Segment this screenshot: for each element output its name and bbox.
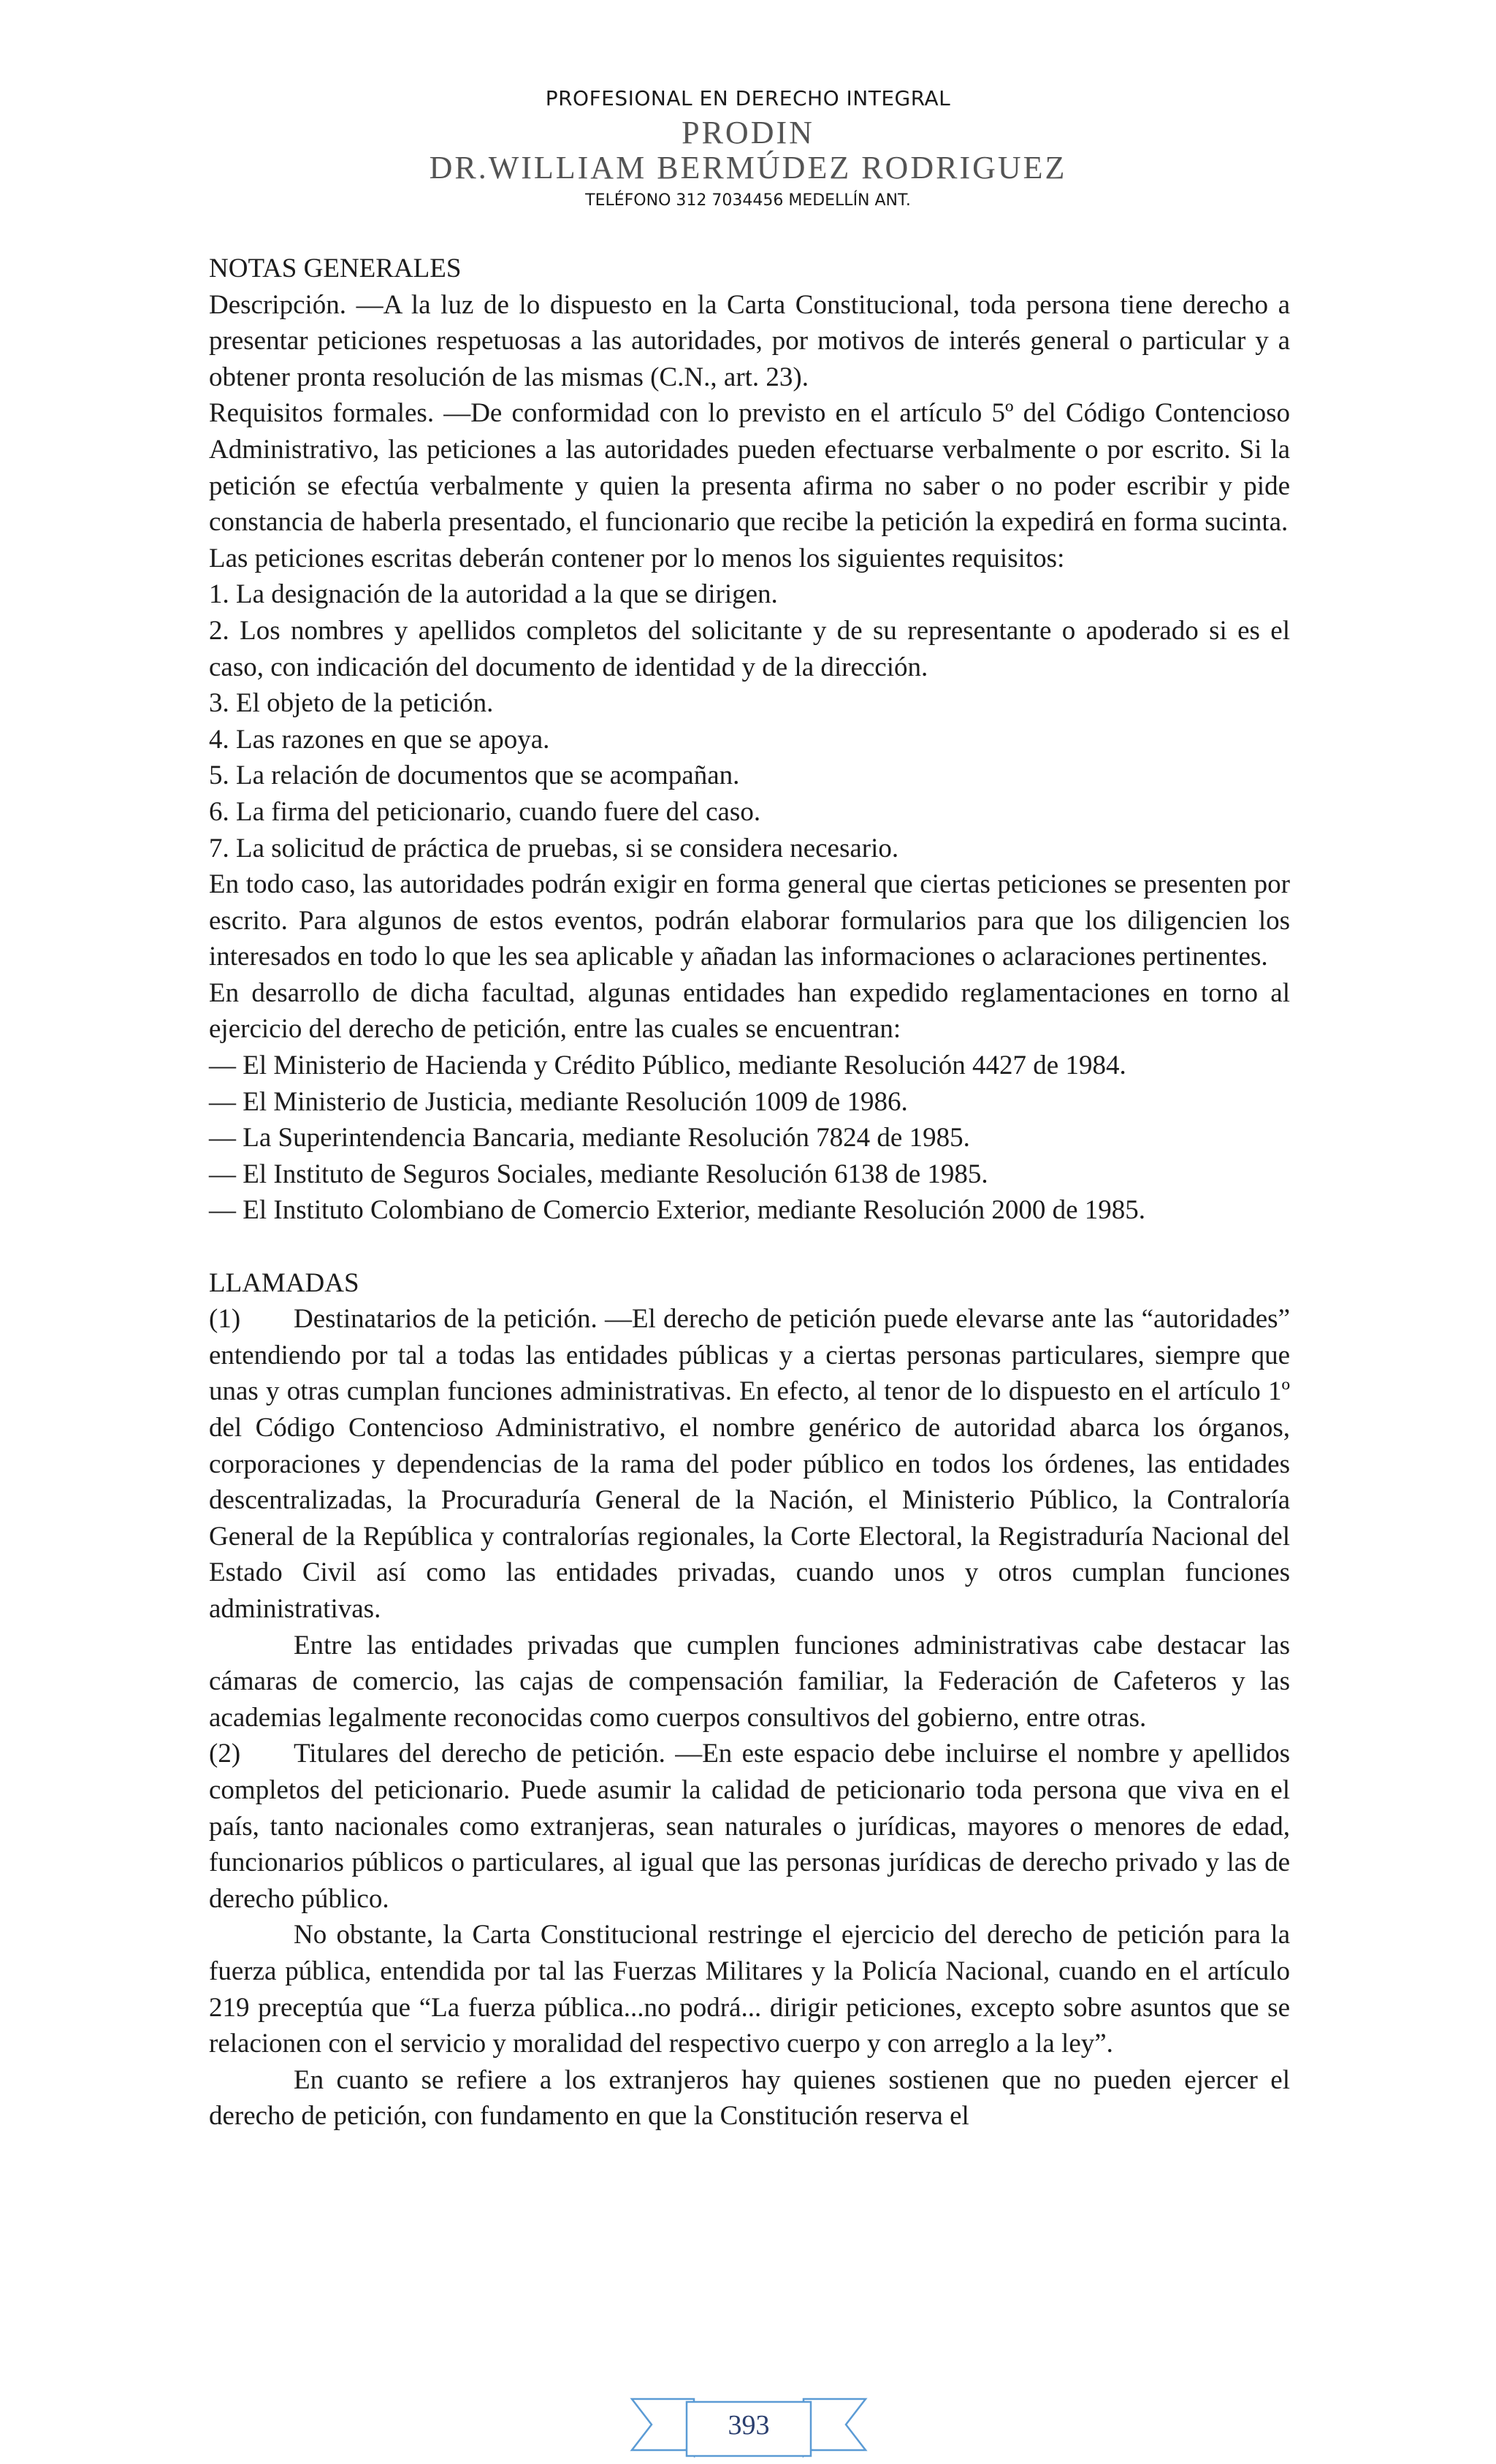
list-item: 4. Las razones en que se apoya.: [209, 724, 550, 755]
section-title-notas: NOTAS GENERALES: [209, 253, 462, 283]
spacer: [209, 1229, 1290, 1265]
paragraph-desarrollo: En desarrollo de dicha facultad, algunas entidades han expedido reglamentaciones en torno al ejercicio del derecho de petición, entre las cuales se encuentran:: [209, 977, 1290, 1045]
llamada-text: Destinatarios de la petición. —El derecho de petición puede elevarse ante las “autoridades” entendiendo por tal a todas las entidades públicas y a ciertas personas particulares, siempre que unas y otras cumplan funciones administrativas. En efecto, al tenor de lo dispuesto en el artículo 1º del Código Contencioso Administrativo, el nombre genérico de autoridad abarca los órganos, corporaciones y dependencias de la rama del poder público en todos los órdenes, las entidades descentralizadas, la Procuraduría General de la Nación, el Ministerio Público, la Contraloría General de la República y contralorías regionales, la Corte Electoral, la Registraduría Nacional del Estado Civil así como las entidades privadas, cuando unos y otros cumplan funciones administrativas.: [209, 1304, 1290, 1624]
paragraph-intro-requisitos: Las peticiones escritas deberán contener por lo menos los siguientes requisitos:: [209, 543, 1065, 573]
paragraph-entidades-privadas: Entre las entidades privadas que cumplen funciones administrativas cabe destacar las cámaras de comercio, las cajas de compensación familiar, la Federación de Cafeteros y las academias legalmente reconocidas como cuerpos consultivos del gobierno, entre otras.: [209, 1630, 1290, 1733]
header-acronym: PRODIN: [682, 115, 814, 150]
entity-item: — El Instituto de Seguros Sociales, mediante Resolución 6138 de 1985.: [209, 1159, 988, 1189]
header-firm-name: PROFESIONAL EN DERECHO INTEGRAL: [545, 86, 951, 110]
list-item: 1. La designación de la autoridad a la que se dirigen.: [209, 579, 778, 610]
llamada-text: Titulares del derecho de petición. —En este espacio debe incluirse el nombre y apellidos completos del peticionario. Puede asumir la calidad de peticionario toda persona que viva en el país, tanto nacionales como extranjeras, sean naturales o jurídicas, mayores o menores de edad, funcionarios públicos o particulares, al igual que las personas jurídicas de derecho privado y las de derecho público.: [209, 1739, 1290, 1914]
list-item: 6. La firma del peticionario, cuando fuere del caso.: [209, 796, 761, 827]
entity-item: — La Superintendencia Bancaria, mediante Resolución 7824 de 1985.: [209, 1123, 970, 1153]
ribbon-right-tail: [804, 2399, 866, 2450]
list-item: 3. El objeto de la petición.: [209, 688, 494, 719]
ribbon-left-tail: [632, 2399, 694, 2450]
list-item: 5. La relación de documentos que se acompañan.: [209, 760, 740, 791]
document-body: [209, 251, 1290, 2135]
header-lawyer-name: DR.WILLIAM BERMÚDEZ RODRIGUEZ: [429, 150, 1067, 186]
llamada-1: [209, 1301, 1290, 1627]
entity-item: — El Instituto Colombiano de Comercio Exterior, mediante Resolución 2000 de 1985.: [209, 1195, 1145, 1226]
section-title-llamadas: LLAMADAS: [209, 1267, 359, 1298]
entity-item: — El Ministerio de Hacienda y Crédito Público, mediante Resolución 4427 de 1984.: [209, 1050, 1126, 1081]
list-item: 2. Los nombres y apellidos completos del solicitante y de su representante o apoderado si es el caso, con indicación del documento de identidad y de la dirección.: [209, 615, 1290, 682]
llamada-2: [209, 1736, 1290, 1917]
paragraph-extranjeros: En cuanto se refiere a los extranjeros hay quienes sostienen que no pueden ejercer el derecho de petición, con fundamento en que la Constitución reserva el: [209, 2064, 1290, 2132]
llamada-number: (1): [209, 1304, 241, 1335]
page-number: 393: [728, 2410, 770, 2441]
paragraph-requisitos: Requisitos formales. —De conformidad con lo previsto en el artículo 5º del Código Contencioso Administrativo, las peticiones a las autoridades pueden efectuarse verbalmente o por escrito. Si la petición se efectúa verbalmente y quien la presenta afirma no saber o no poder escribir y pide constancia de haberla presentado, el funcionario que recibe la petición la expedirá en forma sucinta.: [209, 398, 1290, 538]
paragraph-descripcion: Descripción. —A la luz de lo dispuesto en la Carta Constitucional, toda persona tiene derecho a presentar peticiones respetuosas a las autoridades, por motivos de interés general o particular y a obtener pronta resolución de las mismas (C.N., art. 23).: [209, 289, 1290, 392]
header-phone: TELÉFONO 312 7034456 MEDELLÍN ANT.: [585, 191, 911, 210]
paragraph-fuerza-publica: No obstante, la Carta Constitucional restringe el ejercicio del derecho de petición para la fuerza pública, entendida por tal las Fuerzas Militares y la Policía Nacional, cuando en el artículo 219 preceptúa que “La fuerza pública...no podrá... dirigir peticiones, excepto sobre asuntos que se relacionen con el servicio y moralidad del respectivo cuerpo y con arreglo a la ley”.: [209, 1920, 1290, 2059]
entity-item: — El Ministerio de Justicia, mediante Resolución 1009 de 1986.: [209, 1086, 908, 1117]
paragraph-todo-caso: En todo caso, las autoridades podrán exigir en forma general que ciertas peticiones se presenten por escrito. Para algunos de estos eventos, podrán elaborar formularios para que los diligencien los interesados en todo lo que les sea aplicable y añadan las informaciones o aclaraciones pertinentes.: [209, 869, 1290, 972]
llamada-number: (2): [209, 1739, 241, 1769]
list-item: 7. La solicitud de práctica de pruebas, si se considera necesario.: [209, 833, 899, 863]
